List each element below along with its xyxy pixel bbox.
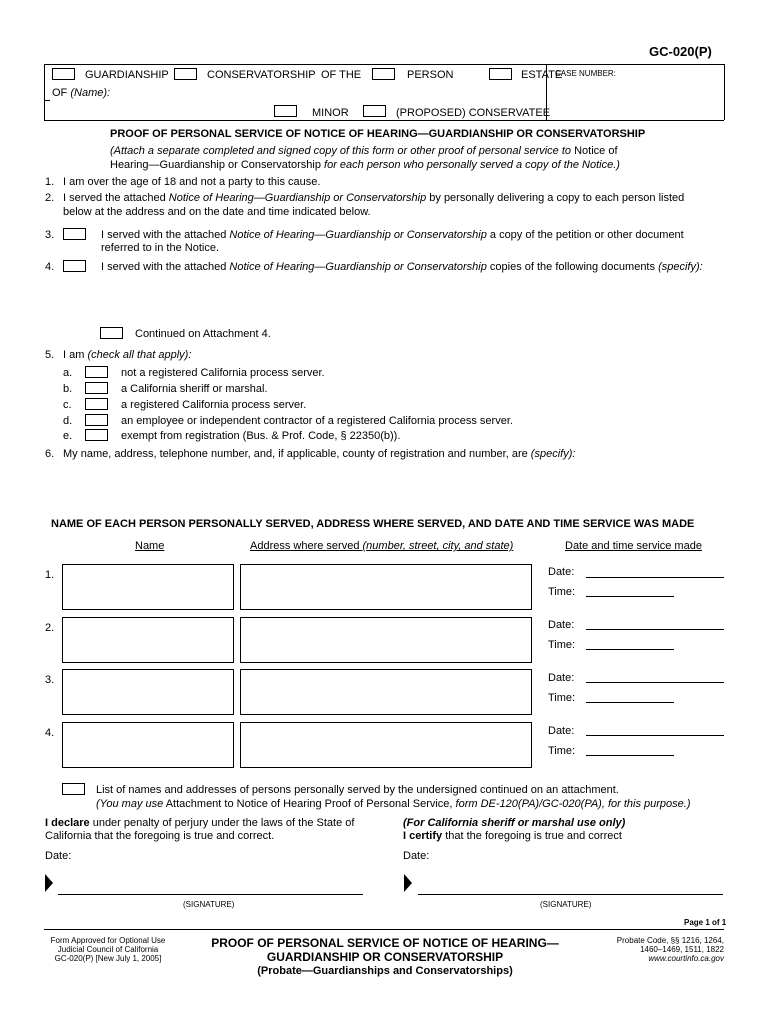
served-row-1-address-field[interactable] (240, 564, 532, 610)
option-c-letter: c. (63, 399, 72, 411)
served-row-4-date-label: Date: (548, 725, 575, 737)
option-b-checkbox[interactable] (85, 382, 108, 394)
served-row-2-name-field[interactable] (62, 617, 234, 663)
footer-title-2: GUARDIANSHIP OR CONSERVATORSHIP (266, 950, 504, 964)
of-name-label: OF (Name): (52, 87, 111, 99)
served-row-2-date-label: Date: (548, 619, 575, 631)
item-4-checkbox[interactable] (63, 260, 86, 272)
footer-title-3: (Probate—Guardianships and Conservatorships) (257, 965, 513, 977)
form-id: GC-020(P) (649, 44, 712, 59)
served-row-4-date-field[interactable] (586, 735, 724, 736)
served-row-1-name-field[interactable] (62, 564, 234, 610)
declare-signature-label: (SIGNATURE) (183, 900, 235, 909)
continued-list-note: (You may use Attachment to Notice of Hearing Proof of Personal Service, form DE-120(PA)/GC-020(PA), for this purpose.) (96, 798, 691, 810)
footer-left-3: GC-020(P) [New July 1, 2005] (54, 954, 162, 963)
continued-list-text: List of names and addresses of persons personally served by the undersigned continued on an attachment. (96, 784, 619, 796)
page-number: Page 1 of 1 (684, 918, 727, 927)
continued-attachment-4-label: Continued on Attachment 4. (135, 328, 271, 340)
served-row-3-time-field[interactable] (586, 702, 674, 703)
served-row-1-time-label: Time: (548, 586, 576, 598)
served-row-3-date-field[interactable] (586, 682, 724, 683)
served-row-1-time-field[interactable] (586, 596, 674, 597)
certify-line-2: I certify that the foregoing is true and correct (403, 830, 622, 842)
item-2-text: I served the attached Notice of Hearing—Guardianship or Conservatorship by personally delivering a copy to each person listed (63, 192, 685, 204)
served-heading: NAME OF EACH PERSON PERSONALLY SERVED, ADDRESS WHERE SERVED, AND DATE AND TIME SERVICE WAS MADE (51, 518, 695, 530)
conservatee-label: (PROPOSED) CONSERVATEE (396, 107, 551, 119)
option-a-letter: a. (63, 367, 73, 379)
guardianship-label: GUARDIANSHIP (85, 69, 169, 81)
estate-checkbox[interactable] (489, 68, 512, 80)
footer-title-1: PROOF OF PERSONAL SERVICE OF NOTICE OF HEARING— (211, 936, 559, 950)
served-row-4-number: 4. (45, 727, 55, 739)
footer-right-2: 1460–1469, 1511, 1822 (640, 945, 724, 954)
served-row-3-time-label: Time: (548, 692, 576, 704)
served-row-2-time-label: Time: (548, 639, 576, 651)
footer-left-1: Form Approved for Optional Use (50, 936, 166, 945)
item-3-number: 3. (45, 229, 55, 241)
header-bottom-rule (44, 120, 724, 121)
option-c-checkbox[interactable] (85, 398, 108, 410)
footer-left-2: Judicial Council of California (57, 945, 159, 954)
served-row-2-address-field[interactable] (240, 617, 532, 663)
served-row-1-number: 1. (45, 569, 55, 581)
of-the-label: OF THE (321, 69, 362, 81)
option-b-letter: b. (63, 383, 73, 395)
case-number-label: CASE NUMBER: (555, 69, 616, 78)
conservatorship-label: CONSERVATORSHIP (207, 69, 316, 81)
declare-date-label: Date: (45, 850, 72, 862)
conservatee-checkbox[interactable] (363, 105, 386, 117)
served-row-3-address-field[interactable] (240, 669, 532, 715)
option-e-checkbox[interactable] (85, 429, 108, 441)
item-6-number: 6. (45, 448, 55, 460)
declare-signature-line[interactable] (58, 894, 363, 895)
option-d-text: an employee or independent contractor of a registered California process server. (121, 415, 513, 427)
certify-signature-arrow-icon (404, 874, 412, 892)
option-b-text: a California sheriff or marshal. (121, 383, 268, 395)
item-4-text: I served with the attached Notice of Hearing—Guardianship or Conservatorship copies of the following documents (specify): (101, 261, 703, 273)
served-row-4-name-field[interactable] (62, 722, 234, 768)
footer-right-3[interactable]: www.courtinfo.ca.gov (648, 954, 724, 963)
item-2-text-line2: below at the address and on the date and time indicated below. (63, 206, 371, 218)
certify-date-label: Date: (403, 850, 430, 862)
item-1-number: 1. (45, 176, 55, 188)
served-row-1-date-label: Date: (548, 566, 575, 578)
option-a-text: not a registered California process server. (121, 367, 325, 379)
item-3-text: I served with the attached Notice of Hearing—Guardianship or Conservatorship a copy of the petition or other document (101, 229, 684, 241)
person-label: PERSON (407, 69, 454, 81)
served-row-4-time-label: Time: (548, 745, 576, 757)
continued-list-checkbox[interactable] (62, 783, 85, 795)
item-5-number: 5. (45, 349, 55, 361)
served-row-3-name-field[interactable] (62, 669, 234, 715)
minor-checkbox[interactable] (274, 105, 297, 117)
option-c-text: a registered California process server. (121, 399, 307, 411)
footer-rule (44, 929, 724, 930)
header-top-rule (44, 64, 724, 65)
item-6-text: My name, address, telephone number, and, if applicable, county of registration and number, are (specify): (63, 448, 576, 460)
option-d-checkbox[interactable] (85, 414, 108, 426)
header-right-rule (724, 64, 725, 120)
column-name-header: Name (135, 540, 165, 552)
attach-line-2: Hearing—Guardianship or Conservatorship for each person who personally served a copy of the Notice.) (110, 159, 620, 171)
declare-line-2: California that the foregoing is true and correct. (45, 830, 275, 842)
column-datetime-header: Date and time service made (565, 540, 702, 552)
column-address-header: Address where served (number, street, city, and state) (250, 540, 514, 552)
served-row-4-address-field[interactable] (240, 722, 532, 768)
estate-label: ESTATE (521, 69, 563, 81)
served-row-2-date-field[interactable] (586, 629, 724, 630)
name-tick (44, 100, 50, 101)
guardianship-checkbox[interactable] (52, 68, 75, 80)
served-row-3-date-label: Date: (548, 672, 575, 684)
item-5-text: I am (check all that apply): (63, 349, 192, 361)
form-title: PROOF OF PERSONAL SERVICE OF NOTICE OF HEARING—GUARDIANSHIP OR CONSERVATORSHIP (110, 128, 646, 140)
served-row-2-number: 2. (45, 622, 55, 634)
certify-signature-label: (SIGNATURE) (540, 900, 592, 909)
minor-label: MINOR (312, 107, 349, 119)
footer-right-1: Probate Code, §§ 1216, 1264, (616, 936, 724, 945)
declare-line-1: I declare under penalty of perjury under the laws of the State of (45, 817, 355, 829)
certify-line-1: (For California sheriff or marshal use only) (403, 817, 626, 829)
option-e-letter: e. (63, 430, 73, 442)
option-e-text: exempt from registration (Bus. & Prof. Code, § 22350(b)). (121, 430, 401, 442)
served-row-1-date-field[interactable] (586, 577, 724, 578)
item-4-number: 4. (45, 261, 55, 273)
person-checkbox[interactable] (372, 68, 395, 80)
continued-attachment-4-checkbox[interactable] (100, 327, 123, 339)
served-row-4-time-field[interactable] (586, 755, 674, 756)
option-d-letter: d. (63, 415, 73, 427)
item-3-checkbox[interactable] (63, 228, 86, 240)
attach-line-1: (Attach a separate completed and signed copy of this form or other proof of personal service to Notice of (110, 145, 618, 157)
option-a-checkbox[interactable] (85, 366, 108, 378)
item-1-text: I am over the age of 18 and not a party to this cause. (63, 176, 321, 188)
certify-signature-line[interactable] (418, 894, 723, 895)
header-left-rule (44, 64, 45, 120)
served-row-2-time-field[interactable] (586, 649, 674, 650)
item-3-text-line2: referred to in the Notice. (101, 242, 220, 254)
item-2-number: 2. (45, 192, 55, 204)
conservatorship-checkbox[interactable] (174, 68, 197, 80)
served-row-3-number: 3. (45, 674, 55, 686)
declare-signature-arrow-icon (45, 874, 53, 892)
